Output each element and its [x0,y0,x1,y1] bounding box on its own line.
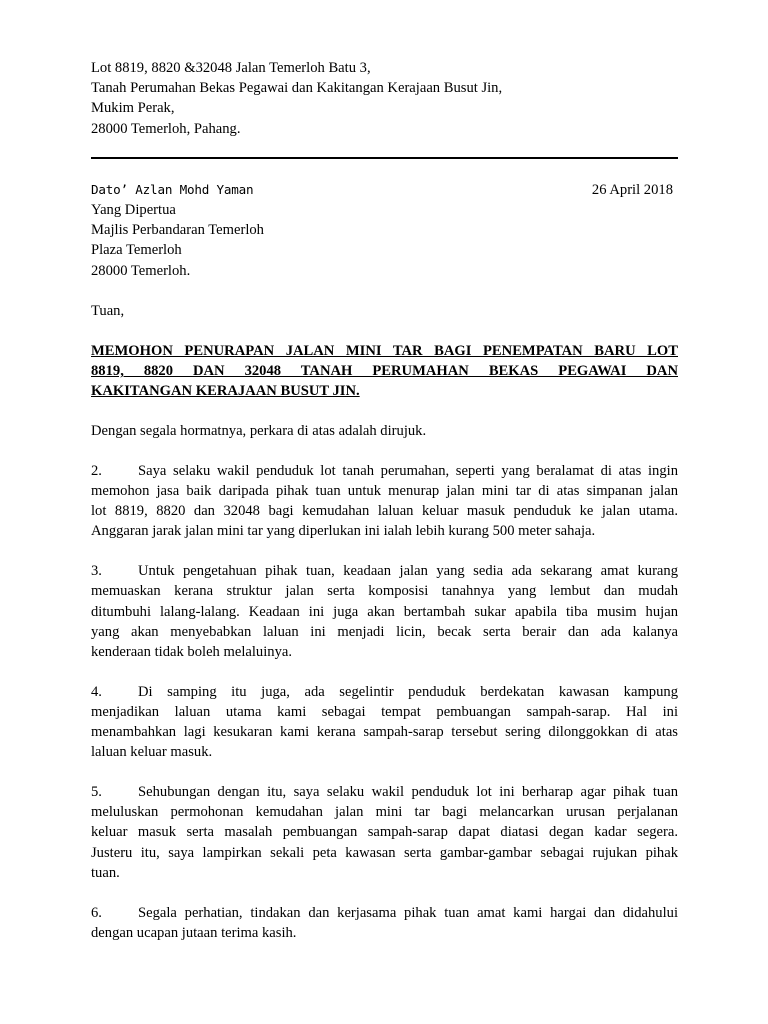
paragraph-line: yang akan menyebabkan laluan ini menjadi licin, becak serta berair dan ada kalanya [91,623,678,640]
paragraph-line: menjadikan laluan utama kami sebagai tempat pembuangan sampah-sarap. Hal ini [91,703,678,720]
header-divider [91,157,678,159]
body-paragraph-4 [91,682,678,763]
paragraph-line: meluluskan permohonan kemudahan jalan mini tar bagi melancarkan urusan perjalanan [91,804,678,821]
recipient-block [91,180,678,281]
paragraph-line: memuaskan kerana struktur jalan serta komposisi tanahnya yang lembut dan mudah [91,583,678,600]
paragraph-line: laluan keluar masuk. [91,744,213,761]
paragraph-line: Justeru itu, saya lampirkan sekali peta kawasan serta gambar-gambar sebagai rujukan pihak [91,844,678,861]
sender-address-line: Lot 8819, 8820 &32048 Jalan Temerloh Batu 3, [91,60,371,76]
subject-line: 8819, 8820 DAN 32048 TANAH PERUMAHAN BEKAS PEGAWAI DAN [91,363,678,380]
subject-line: KAKITANGAN KERAJAAN BUSUT JIN. [91,383,360,400]
salutation: Tuan, [91,302,125,319]
subject-line: MEMOHON PENURAPAN JALAN MINI TAR BAGI PENEMPATAN BARU LOT [91,343,678,360]
paragraph-number: 6. [91,904,102,921]
recipient-address-line: Plaza Temerloh [91,242,182,259]
paragraph-line: lot 8819, 8820 dan 32048 bagi kemudahan laluan keluar masuk penduduk ke jalan utama. [91,503,678,520]
sender-address-line: Mukim Perak, [91,100,175,117]
recipient-address-line: Majlis Perbandaran Temerloh [91,222,264,239]
paragraph-number: 2. [91,462,102,479]
paragraph-number: 4. [91,683,102,700]
paragraph-line: ditumbuhi lalang-lalang. Keadaan ini juga akan bertambah sukar apabila tiba musim hujan [91,603,678,620]
paragraph-line: Saya selaku wakil penduduk lot tanah perumahan, seperti yang beralamat di atas ingin [138,462,678,479]
paragraph-line: Sehubungan dengan itu, saya selaku wakil penduduk lot ini berharap agar pihak tuan [138,783,678,800]
subject-heading [91,341,678,402]
paragraph-line: Anggaran jarak jalan mini tar yang diperlukan ini ialah lebih kurang 500 meter sahaja. [91,523,596,540]
recipient-address-line: 28000 Temerloh. [91,262,191,279]
opening-paragraph: Dengan segala hormatnya, perkara di atas adalah dirujuk. [91,423,427,440]
body-paragraph-5 [91,782,678,883]
paragraph-line: dengan ucapan jutaan terima kasih. [91,924,297,941]
paragraph-number: 5. [91,783,102,800]
recipient-address-line: Yang Dipertua [91,202,176,219]
paragraph-line: Di samping itu juga, ada segelintir penduduk berdekatan kawasan kampung [138,683,678,700]
paragraph-line: menambahkan lagi kesukaran kami kerana sampah-sarap tersebut sering dilonggokkan di atas [91,724,678,741]
paragraph-line: Untuk pengetahuan pihak tuan, keadaan jalan yang sedia ada sekarang amat kurang [138,563,678,580]
sender-address-line: 28000 Temerloh, Pahang. [91,120,241,137]
paragraph-line: memohon jasa baik daripada pihak tuan untuk menurap jalan mini tar di atas simpanan jalan [91,483,678,500]
sender-address-line: Tanah Perumahan Bekas Pegawai dan Kakitangan Kerajaan Busut Jin, [91,80,503,97]
paragraph-number: 3. [91,563,102,580]
letter-page [91,58,678,943]
paragraph-line: Segala perhatian, tindakan dan kerjasama pihak tuan amat kami hargai dan didahului [138,904,678,921]
paragraph-line: tuan. [91,864,120,881]
body-paragraph-6 [91,903,678,943]
letter-date: 26 April 2018 [591,181,673,198]
body-paragraph-2 [91,461,678,542]
body-paragraph-3 [91,561,678,662]
paragraph-line: keluar masuk serta masalah pembuangan sampah-sarap dapat diatasi degan kadar segera. [91,824,678,841]
sender-address [91,58,678,139]
paragraph-line: kenderaan tidak boleh melaluinya. [91,643,292,660]
recipient-name: Dato’ Azlan Mohd Yaman [91,181,254,197]
